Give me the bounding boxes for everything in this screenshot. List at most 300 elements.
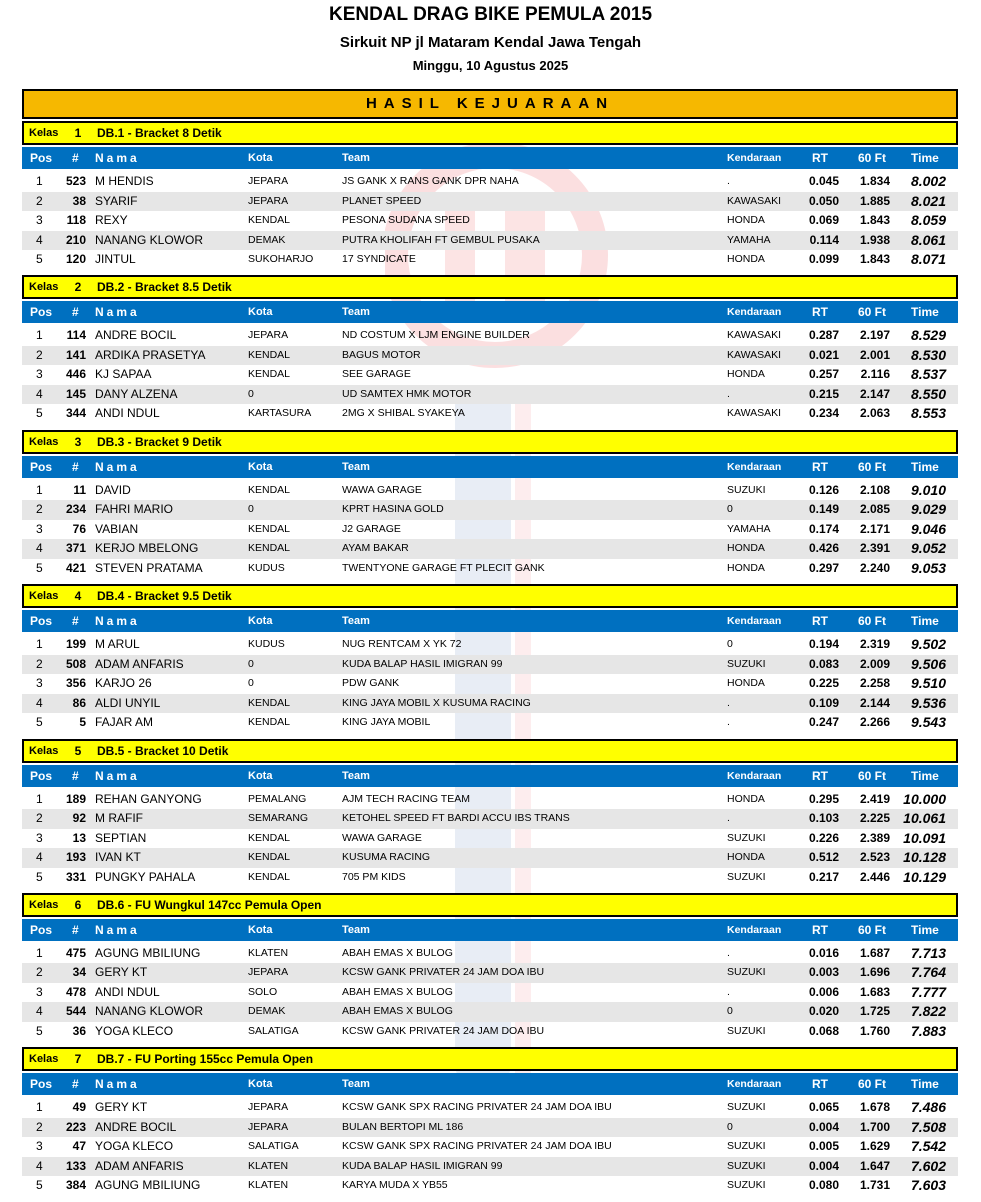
cell-sixty-ft: 1.629: [859, 1139, 890, 1154]
cell-vehicle: HONDA: [727, 253, 765, 265]
table-row: [22, 809, 958, 829]
column-header-kota: Kota: [248, 460, 273, 473]
cell-time: 9.510: [910, 675, 946, 692]
cell-vehicle: .: [727, 175, 730, 187]
class-name: DB.3 - Bracket 9 Detik: [97, 434, 222, 449]
cell-city: KENDAL: [248, 696, 291, 709]
table-body: [22, 326, 958, 424]
table-row: [22, 1137, 958, 1157]
column-header-time: Time: [911, 151, 939, 165]
cell-city: JEPARA: [248, 966, 289, 979]
column-header-nama: Nama: [95, 305, 140, 320]
cell-rider-name: GERY KT: [95, 1100, 148, 1115]
class-number: 7: [74, 1052, 82, 1067]
cell-sixty-ft: 1.696: [859, 965, 890, 980]
cell-sixty-ft: 2.225: [859, 811, 890, 826]
column-header-sixty: 60 Ft: [858, 1077, 887, 1092]
table-body: [22, 790, 958, 888]
cell-reaction-time: 0.103: [808, 811, 839, 826]
cell-rider-name: ANDRE BOCIL: [95, 1119, 177, 1134]
cell-reaction-time: 0.126: [808, 482, 839, 497]
cell-sixty-ft: 2.419: [859, 791, 890, 806]
cell-vehicle: SUZUKI: [727, 1179, 766, 1192]
table-row: [22, 250, 958, 270]
class-number: 5: [74, 743, 82, 758]
cell-reaction-time: 0.225: [808, 676, 839, 691]
cell-number: 49: [72, 1100, 86, 1115]
cell-position: 2: [36, 1119, 43, 1134]
column-header-no: #: [72, 305, 79, 320]
table-row: [22, 1002, 958, 1022]
cell-city: KARTASURA: [248, 407, 312, 420]
cell-position: 3: [36, 1139, 43, 1154]
class-section: [22, 584, 958, 738]
cell-team: PUTRA KHOLIFAH FT GEMBUL PUSAKA: [342, 233, 540, 246]
column-header-kendaraan: Kendaraan: [727, 460, 782, 473]
cell-rider-name: AGUNG MBILIUNG: [95, 1178, 201, 1193]
class-title-bar: [22, 121, 958, 145]
class-label: Kelas: [29, 1053, 59, 1066]
cell-rider-name: SYARIF: [95, 193, 138, 208]
cell-time: 8.550: [910, 385, 946, 402]
cell-position: 2: [36, 193, 43, 208]
column-header-rt: RT: [812, 151, 828, 165]
cell-reaction-time: 0.099: [808, 252, 839, 266]
cell-team: KUDA BALAP HASIL IMIGRAN 99: [342, 657, 503, 670]
cell-time: 8.061: [910, 231, 946, 248]
class-name: DB.4 - Bracket 9.5 Detik: [97, 589, 232, 604]
cell-team: KARYA MUDA X YB55: [342, 1179, 448, 1192]
cell-city: KLATEN: [248, 1179, 289, 1192]
cell-time: 10.091: [903, 829, 946, 846]
cell-number: 384: [65, 1178, 86, 1193]
class-name: DB.7 - FU Porting 155cc Pemula Open: [97, 1052, 314, 1067]
cell-number: 199: [65, 637, 86, 652]
cell-time: 7.542: [910, 1138, 946, 1155]
cell-vehicle: HONDA: [727, 851, 765, 864]
table-row: [22, 211, 958, 231]
cell-reaction-time: 0.297: [808, 560, 839, 575]
column-header-no: #: [72, 1077, 79, 1092]
table-row: [22, 231, 958, 251]
cell-number: 508: [65, 656, 86, 671]
cell-time: 9.543: [910, 714, 946, 731]
cell-time: 8.529: [910, 327, 946, 344]
table-row: [22, 404, 958, 424]
table-row: [22, 326, 958, 346]
column-header-rt: RT: [812, 768, 828, 783]
cell-sixty-ft: 1.647: [859, 1158, 890, 1173]
cell-rider-name: GERY KT: [95, 965, 148, 980]
column-header-kota: Kota: [248, 1078, 273, 1091]
cell-number: 421: [65, 560, 86, 575]
cell-rider-name: SEPTIAN: [95, 830, 147, 845]
cell-vehicle: 0: [727, 638, 733, 651]
class-title-bar: [22, 739, 958, 763]
cell-rider-name: JINTUL: [95, 252, 136, 266]
class-section: [22, 430, 958, 584]
cell-vehicle: HONDA: [727, 542, 765, 555]
cell-position: 4: [36, 541, 43, 556]
cell-vehicle: YAMAHA: [727, 233, 771, 246]
column-header-team: Team: [342, 1078, 370, 1091]
cell-vehicle: HONDA: [727, 368, 765, 381]
cell-vehicle: SUZUKI: [727, 1140, 766, 1153]
cell-city: KENDAL: [248, 214, 291, 226]
cell-team: KPRT HASINA GOLD: [342, 503, 444, 516]
class-title-bar: [22, 893, 958, 917]
cell-vehicle: 0: [727, 503, 733, 516]
table-row: [22, 868, 958, 888]
cell-city: 0: [248, 657, 254, 670]
cell-sixty-ft: 2.009: [859, 656, 890, 671]
cell-team: KUSUMA RACING: [342, 851, 431, 864]
cell-team: WAWA GARAGE: [342, 483, 422, 496]
cell-rider-name: REHAN GANYONG: [95, 791, 202, 806]
cell-reaction-time: 0.149: [808, 502, 839, 517]
column-header-team: Team: [342, 460, 370, 473]
cell-city: 0: [248, 677, 254, 690]
cell-team: ABAH EMAS X BULOG: [342, 985, 453, 998]
column-header-nama: Nama: [95, 459, 140, 474]
cell-city: DEMAK: [248, 233, 286, 246]
cell-position: 5: [36, 406, 43, 421]
cell-number: 133: [65, 1158, 86, 1173]
table-row: [22, 346, 958, 366]
cell-sixty-ft: 1.700: [859, 1119, 890, 1134]
cell-rider-name: ALDI UNYIL: [95, 695, 161, 710]
cell-rider-name: REXY: [95, 213, 128, 227]
cell-sixty-ft: 2.001: [859, 347, 890, 362]
cell-city: JEPARA: [248, 1120, 289, 1133]
table-row: [22, 520, 958, 540]
cell-vehicle: HONDA: [727, 677, 765, 690]
cell-rider-name: FAHRI MARIO: [95, 502, 174, 517]
column-header-kota: Kota: [248, 306, 273, 319]
cell-rider-name: ADAM ANFARIS: [95, 656, 184, 671]
class-title-bar: [22, 430, 958, 454]
column-header-no: #: [72, 922, 79, 937]
cell-time: 9.052: [910, 540, 946, 557]
cell-position: 4: [36, 850, 43, 865]
cell-rider-name: ANDI NDUL: [95, 406, 160, 421]
cell-sixty-ft: 1.725: [859, 1004, 890, 1019]
cell-reaction-time: 0.257: [808, 367, 839, 382]
table-row: [22, 172, 958, 192]
column-header-time: Time: [911, 768, 939, 783]
class-number: 3: [74, 434, 82, 449]
column-header-kendaraan: Kendaraan: [727, 1078, 782, 1091]
cell-position: 5: [36, 1023, 43, 1038]
cell-vehicle: SUZUKI: [727, 966, 766, 979]
cell-vehicle: YAMAHA: [727, 522, 771, 535]
column-header-kendaraan: Kendaraan: [727, 306, 782, 319]
class-name: DB.6 - FU Wungkul 147cc Pemula Open: [97, 897, 322, 912]
cell-vehicle: SUZUKI: [727, 1101, 766, 1114]
table-row: [22, 1098, 958, 1118]
table-row: [22, 539, 958, 559]
column-header-rt: RT: [812, 1077, 828, 1092]
table-row: [22, 674, 958, 694]
cell-vehicle: SUZUKI: [727, 1159, 766, 1172]
cell-team: BULAN BERTOPI ML 186: [342, 1120, 464, 1133]
cell-reaction-time: 0.114: [809, 232, 839, 247]
cell-reaction-time: 0.065: [808, 1100, 839, 1115]
cell-time: 9.029: [910, 501, 946, 518]
cell-team: J2 GARAGE: [342, 522, 401, 535]
cell-rider-name: ANDRE BOCIL: [95, 328, 177, 343]
class-number: 4: [74, 589, 82, 604]
table-row: [22, 983, 958, 1003]
cell-reaction-time: 0.020: [808, 1004, 839, 1019]
class-section: [22, 275, 958, 429]
cell-number: 141: [65, 347, 86, 362]
cell-vehicle: KAWASAKI: [727, 348, 782, 361]
cell-city: SEMARANG: [248, 812, 309, 825]
column-header-kota: Kota: [248, 152, 273, 164]
cell-number: 234: [65, 502, 86, 517]
cell-city: KENDAL: [248, 851, 291, 864]
class-number: 2: [74, 280, 82, 295]
class-label: Kelas: [29, 435, 59, 448]
cell-team: KCSW GANK SPX RACING PRIVATER 24 JAM DOA IBU: [342, 1101, 612, 1114]
cell-reaction-time: 0.021: [808, 347, 839, 362]
table-row: [22, 1157, 958, 1177]
column-header-kota: Kota: [248, 923, 273, 936]
cell-reaction-time: 0.004: [808, 1119, 839, 1134]
column-header-time: Time: [911, 459, 939, 474]
column-header-team: Team: [342, 152, 370, 164]
cell-sixty-ft: 2.144: [859, 695, 890, 710]
cell-reaction-time: 0.050: [808, 193, 839, 208]
cell-rider-name: YOGA KLECO: [95, 1023, 174, 1038]
cell-time: 8.059: [910, 212, 946, 228]
cell-team: SEE GARAGE: [342, 368, 411, 381]
cell-number: 223: [65, 1119, 86, 1134]
cell-time: 7.486: [910, 1099, 946, 1116]
column-header-sixty: 60 Ft: [858, 768, 887, 783]
cell-time: 7.822: [910, 1003, 946, 1020]
cell-city: KENDAL: [248, 716, 291, 729]
table-body: [22, 635, 958, 733]
column-header-sixty: 60 Ft: [858, 459, 887, 474]
class-title-bar: [22, 584, 958, 608]
cell-city: 0: [248, 503, 254, 516]
cell-position: 3: [36, 521, 43, 536]
cell-position: 3: [36, 830, 43, 845]
column-header-rt: RT: [812, 305, 828, 320]
cell-vehicle: HONDA: [727, 561, 765, 574]
cell-time: 8.553: [910, 405, 946, 422]
results-banner: HASIL KEJUARAAN: [22, 89, 958, 119]
cell-city: KLATEN: [248, 1159, 289, 1172]
column-header-team: Team: [342, 306, 370, 319]
cell-time: 9.010: [910, 481, 946, 498]
cell-number: 371: [65, 541, 86, 556]
cell-sixty-ft: 2.240: [859, 560, 890, 575]
column-header-nama: Nama: [95, 151, 140, 165]
cell-time: 10.061: [903, 810, 946, 827]
table-header: [22, 456, 958, 478]
cell-position: 3: [36, 676, 43, 691]
class-label: Kelas: [29, 744, 59, 757]
column-header-pos: Pos: [30, 614, 53, 629]
cell-vehicle: SUZUKI: [727, 657, 766, 670]
cell-number: 34: [72, 965, 86, 980]
cell-team: ND COSTUM X LJM ENGINE BUILDER: [342, 329, 530, 342]
cell-team: KUDA BALAP HASIL IMIGRAN 99: [342, 1159, 503, 1172]
cell-team: 17 SYNDICATE: [342, 253, 416, 265]
cell-rider-name: KJ SAPAA: [95, 367, 152, 382]
cell-reaction-time: 0.215: [808, 386, 839, 401]
cell-city: SUKOHARJO: [248, 253, 314, 265]
cell-rider-name: DANY ALZENA: [95, 386, 178, 401]
cell-time: 10.129: [903, 868, 946, 885]
cell-time: 9.046: [910, 520, 946, 537]
table-row: [22, 365, 958, 385]
column-header-no: #: [72, 459, 79, 474]
cell-team: AYAM BAKAR: [342, 542, 409, 555]
class-name: DB.1 - Bracket 8 Detik: [97, 126, 222, 140]
cell-time: 9.536: [910, 694, 946, 711]
cell-city: PEMALANG: [248, 792, 307, 805]
cell-time: 9.053: [910, 559, 946, 576]
cell-city: JEPARA: [248, 175, 289, 187]
cell-city: 0: [248, 387, 254, 400]
cell-reaction-time: 0.247: [808, 715, 839, 730]
table-row: [22, 500, 958, 520]
cell-reaction-time: 0.003: [808, 965, 839, 980]
column-header-pos: Pos: [30, 768, 53, 783]
cell-vehicle: KAWASAKI: [727, 407, 782, 420]
cell-team: KING JAYA MOBIL: [342, 716, 431, 729]
cell-position: 5: [36, 560, 43, 575]
class-label: Kelas: [29, 127, 59, 139]
cell-time: 7.883: [910, 1022, 946, 1039]
cell-reaction-time: 0.217: [808, 869, 839, 884]
cell-team: WAWA GARAGE: [342, 831, 422, 844]
column-header-pos: Pos: [30, 151, 53, 165]
cell-reaction-time: 0.109: [808, 695, 839, 710]
cell-sixty-ft: 2.116: [860, 367, 890, 382]
cell-vehicle: .: [727, 812, 730, 825]
cell-sixty-ft: 1.938: [859, 232, 890, 247]
table-row: [22, 192, 958, 212]
cell-number: 331: [65, 869, 86, 884]
cell-sixty-ft: 2.063: [859, 406, 890, 421]
column-header-team: Team: [342, 769, 370, 782]
cell-time: 9.502: [910, 636, 946, 653]
cell-city: KLATEN: [248, 946, 289, 959]
cell-reaction-time: 0.068: [808, 1023, 839, 1038]
cell-vehicle: .: [727, 716, 730, 729]
cell-vehicle: SUZUKI: [727, 870, 766, 883]
cell-city: SALATIGA: [248, 1140, 299, 1153]
cell-rider-name: YOGA KLECO: [95, 1139, 174, 1154]
cell-time: 7.602: [910, 1157, 946, 1174]
table-body: [22, 481, 958, 579]
cell-vehicle: .: [727, 985, 730, 998]
cell-team: AJM TECH RACING TEAM: [342, 792, 470, 805]
cell-reaction-time: 0.005: [808, 1139, 839, 1154]
cell-sixty-ft: 2.197: [859, 328, 890, 343]
table-row: [22, 635, 958, 655]
column-header-team: Team: [342, 615, 370, 628]
cell-team: PDW GANK: [342, 677, 400, 690]
cell-position: 2: [36, 656, 43, 671]
column-header-time: Time: [911, 922, 939, 937]
cell-vehicle: .: [727, 696, 730, 709]
table-row: [22, 713, 958, 733]
table-row: [22, 1022, 958, 1042]
column-header-no: #: [72, 151, 79, 165]
cell-position: 2: [36, 965, 43, 980]
cell-rider-name: M HENDIS: [95, 174, 154, 188]
cell-number: 13: [72, 830, 86, 845]
cell-team: 2MG X SHIBAL SYAKEYA: [342, 407, 465, 420]
column-header-sixty: 60 Ft: [858, 151, 887, 165]
cell-position: 5: [36, 252, 43, 266]
cell-reaction-time: 0.174: [808, 521, 839, 536]
cell-rider-name: M ARUL: [95, 637, 140, 652]
cell-city: JEPARA: [248, 1101, 289, 1114]
table-row: [22, 1176, 958, 1196]
cell-time: 8.002: [910, 173, 946, 189]
column-header-time: Time: [911, 1077, 939, 1092]
cell-position: 2: [36, 811, 43, 826]
cell-position: 2: [36, 347, 43, 362]
cell-reaction-time: 0.069: [808, 213, 839, 227]
cell-rider-name: ADAM ANFARIS: [95, 1158, 184, 1173]
cell-number: 11: [73, 482, 86, 497]
cell-rider-name: ARDIKA PRASETYA: [95, 347, 206, 362]
cell-position: 5: [36, 869, 43, 884]
class-name: DB.2 - Bracket 8.5 Detik: [97, 280, 232, 295]
cell-number: 118: [66, 213, 86, 227]
column-header-team: Team: [342, 923, 370, 936]
cell-sixty-ft: 1.843: [859, 252, 890, 266]
cell-position: 4: [36, 232, 43, 247]
column-header-rt: RT: [812, 922, 828, 937]
cell-vehicle: HONDA: [727, 214, 765, 226]
cell-city: DEMAK: [248, 1005, 286, 1018]
cell-number: 114: [66, 328, 86, 343]
cell-position: 5: [36, 715, 43, 730]
cell-rider-name: FAJAR AM: [95, 715, 154, 730]
cell-sixty-ft: 1.678: [859, 1100, 890, 1115]
cell-sixty-ft: 1.683: [859, 984, 890, 999]
cell-sixty-ft: 2.108: [859, 482, 890, 497]
cell-team: JS GANK X RANS GANK DPR NAHA: [342, 175, 519, 187]
cell-rider-name: M RAFIF: [95, 811, 143, 826]
column-header-kendaraan: Kendaraan: [727, 615, 782, 628]
cell-vehicle: HONDA: [727, 792, 765, 805]
cell-position: 1: [36, 482, 43, 497]
cell-number: 544: [65, 1004, 86, 1019]
column-header-no: #: [72, 768, 79, 783]
column-header-pos: Pos: [30, 305, 53, 320]
cell-reaction-time: 0.045: [808, 174, 839, 188]
cell-sixty-ft: 2.389: [859, 830, 890, 845]
column-header-no: #: [72, 614, 79, 629]
cell-number: 36: [72, 1023, 86, 1038]
cell-vehicle: SUZUKI: [727, 483, 766, 496]
class-section: [22, 739, 958, 893]
cell-number: 86: [72, 695, 86, 710]
cell-team: NUG RENTCAM X YK 72: [342, 638, 462, 651]
cell-number: 76: [72, 521, 86, 536]
cell-time: 8.071: [910, 251, 946, 267]
